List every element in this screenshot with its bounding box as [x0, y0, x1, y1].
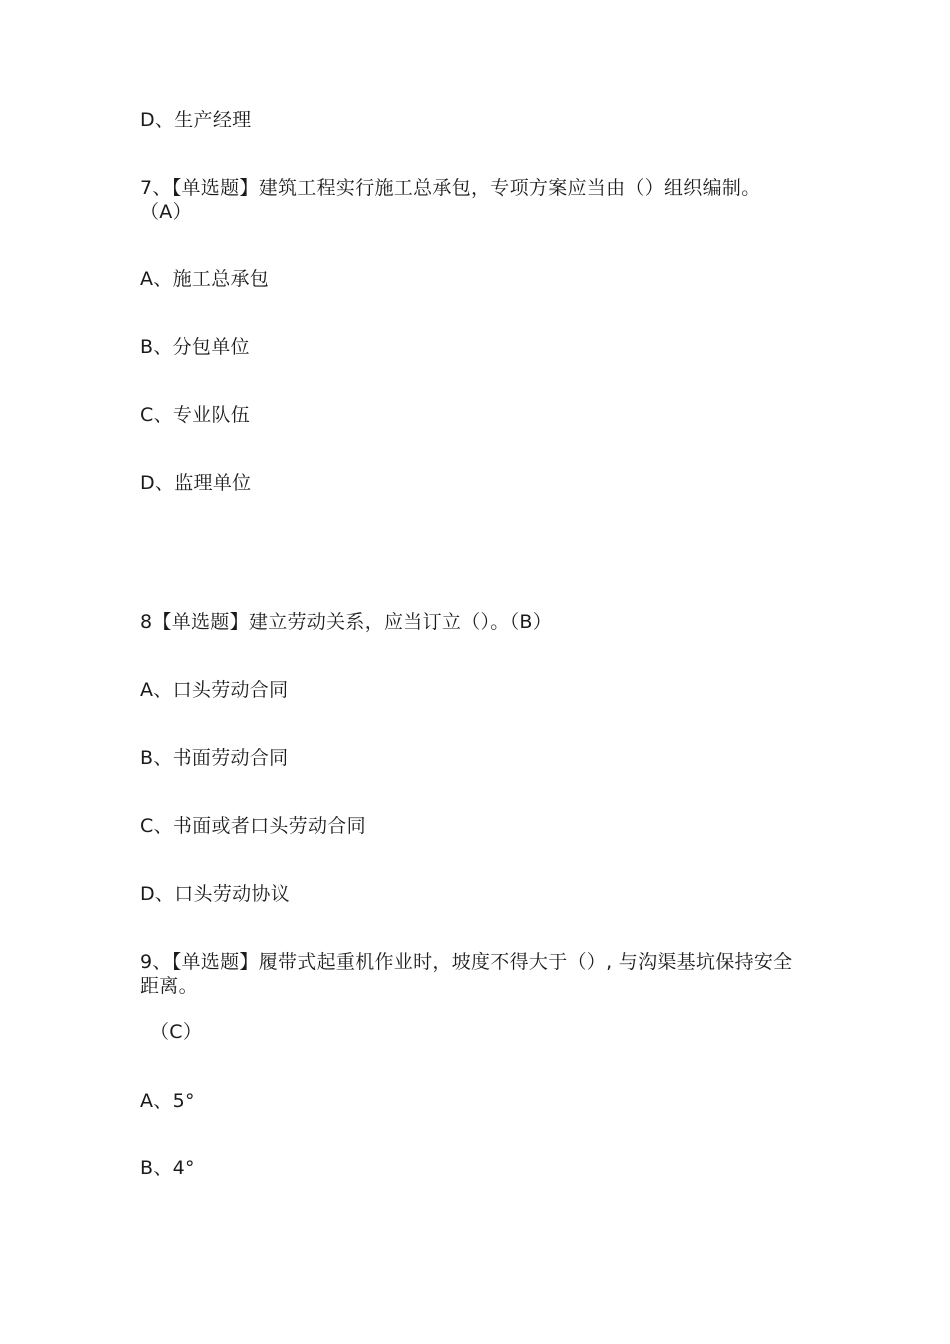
q6-option-d: D、生产经理	[140, 109, 252, 131]
q7-stem: 7、【单选题】建筑工程实行施工总承包，专项方案应当由（）组织编制。	[140, 177, 761, 199]
q7-option-c: C、专业队伍	[140, 404, 251, 426]
q9-stem-line1: 9、【单选题】履带式起重机作业时，坡度不得大于（）, 与沟渠基坑保持安全	[140, 951, 793, 973]
q8-stem: 8【单选题】建立劳动关系，应当订立（）。（B）	[140, 611, 553, 633]
q7-answer: （A）	[140, 201, 192, 223]
q8-option-b: B、书面劳动合同	[140, 747, 289, 769]
q8-option-c: C、书面或者口头劳动合同	[140, 815, 366, 837]
q9-stem-line2: 距离。	[140, 975, 198, 997]
q9-option-b: B、4°	[140, 1157, 195, 1179]
q7-option-a: A、施工总承包	[140, 268, 270, 290]
q8-option-d: D、口头劳动协议	[140, 883, 291, 905]
q9-answer: （C）	[150, 1021, 203, 1043]
q8-option-a: A、口头劳动合同	[140, 679, 289, 701]
q7-option-b: B、分包单位	[140, 336, 250, 358]
q9-option-a: A、5°	[140, 1090, 195, 1112]
q7-option-d: D、监理单位	[140, 472, 252, 494]
